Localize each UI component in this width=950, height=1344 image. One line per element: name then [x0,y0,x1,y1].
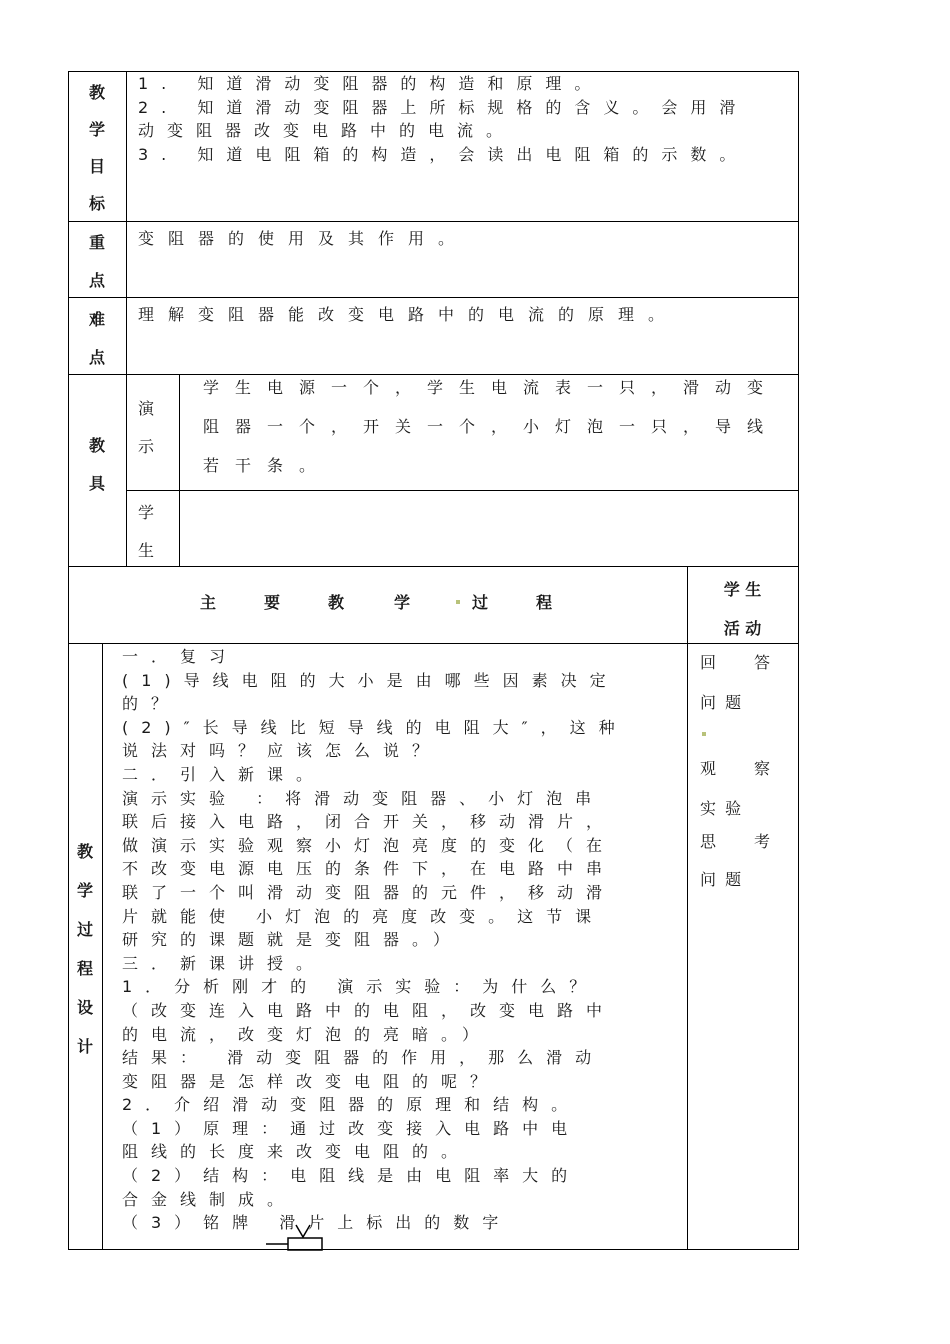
ink-speck [456,600,460,604]
row-divider-key-point [68,297,799,298]
row-divider-objectives [68,221,799,222]
equipment-label: 教 具 [88,436,105,493]
process-text: 一．复习 (1)导线电阻的大小是由哪些因素决定 的？ (2)″长导线比短导线的电阻大″，这种 说法对吗？应该怎么说？ 二．引入新课。 演示实验 ：将滑动变阻器、小灯泡串 联后接入电路，闭合开关，移动滑片， 做演示实验观察小灯泡亮度的变化（在 不改变电源电压的条件下，在电路中串 联了一个叫滑动变阻器的元件，移动滑 片就能使 小灯泡的亮度改变。这节课 研究的课题就是变阻器。） 三．新课讲授。 1．分析刚才的 演示实验：为什么？ （改变连入电路中的电阻，改变电路中 的电流，改变灯泡的亮暗。） 结果： 滑动变阻器的作用，那么滑动 变阻器是怎样改变电阻的呢？ 2．介绍滑动变阻器的原理和结构。 （1）原理：通过改变接入电路中电 阻线的长度来改变电阻的。 （2）结构：电阻线是由电阻率大的 合金线制成。 （3）铭牌 滑片上标出的数字 [122,647,628,1233]
equipment-sub-divider [179,374,180,567]
student-activity-header: 学 生 活 动 [723,580,762,638]
activity-column-divider [687,566,688,1250]
table-border-right [798,71,799,1250]
rheostat-symbol [266,1222,330,1252]
difficulty-label: 难 点 [88,310,105,367]
student-label: 学 生 [138,503,157,560]
difficulty-text: 理解变阻器能改变电路中的电流的原理。 [138,305,679,324]
key-point-label: 重 点 [88,233,105,290]
table-border-bottom [68,1249,799,1250]
lesson-plan-page: 教 学 目 标 1. 知道滑动变阻器的构造和原理。 2. 知道滑动变阻器上所标规格的含义。会用滑 动变阻器改变电路中的电流。 3. 知道电阻箱的构造，会读出电阻箱的示数。 重 点 变阻器的使用及其作用。 难 点 理解变阻器能改变电路中的电流的原理。 教 具 演 示 学生电源一个，学生电流表一只，滑动变 阻器一个，开关一个，小灯泡一只，导线 若干条。 学 生 主 要 教 学 过 程 学 生 活 动 教 学 过 程 设 计 一．复习 (1)导线电阻的大小是由哪些因素决定 的？ (2)″长导线比短导线的电阻大″，这种 说法对吗？应该怎么说？ 二．引入新课。 演示实验 ：将滑动变阻器、小灯泡串 联后接入电路，闭合开关，移动滑片， 做演示实验观察小灯泡亮度的变化（在 不改变电源电压的条件下，在电路中串 联了一个叫滑动变阻器的元件，移动滑 片就能使 小灯泡的亮度改变。这节课 研究的课题就是变阻器。） 三．新课讲授。 1．分析刚才的 演示实验：为什么？ （改变连入电路中的电阻，改变电路中 的电流，改变灯泡的亮暗。） 结果： 滑动变阻器的作用，那么滑动 变阻器是怎样改变电阻的呢？ 2．介绍滑动变阻器的原理和结构。 （1）原理：通过改变接入电路中电 阻线的长度来改变电阻的。 （2）结构：电阻线是由电阻率大的 合金线制成。 （3）铭牌 滑片上标出的数字 回 答 问 题 观 察 实 验 思 考 问 题 [0,0,950,1344]
key-point-text: 变阻器的使用及其作用。 [138,229,469,248]
process-label: 教 学 过 程 设 计 [76,842,93,1056]
label-column-divider [126,71,127,567]
objectives-label: 教 学 目 标 [88,83,105,213]
objectives-text: 1. 知道滑动变阻器的构造和原理。 2. 知道滑动变阻器上所标规格的含义。会用滑 动变阻器改变电路中的电流。 3. 知道电阻箱的构造，会读出电阻箱的示数。 [138,74,749,164]
ink-speck [702,732,706,736]
row-divider-equipment [68,566,799,567]
process-label-divider [102,643,103,1250]
demo-label: 演 示 [138,399,157,456]
activity-text: 回 答 问 题 观 察 实 验 思 考 问 题 [700,653,773,889]
demo-equipment-text: 学生电源一个，学生电流表一只，滑动变 阻器一个，开关一个，小灯泡一只，导线 若干条。 [203,378,780,475]
row-divider-demo [126,490,799,491]
